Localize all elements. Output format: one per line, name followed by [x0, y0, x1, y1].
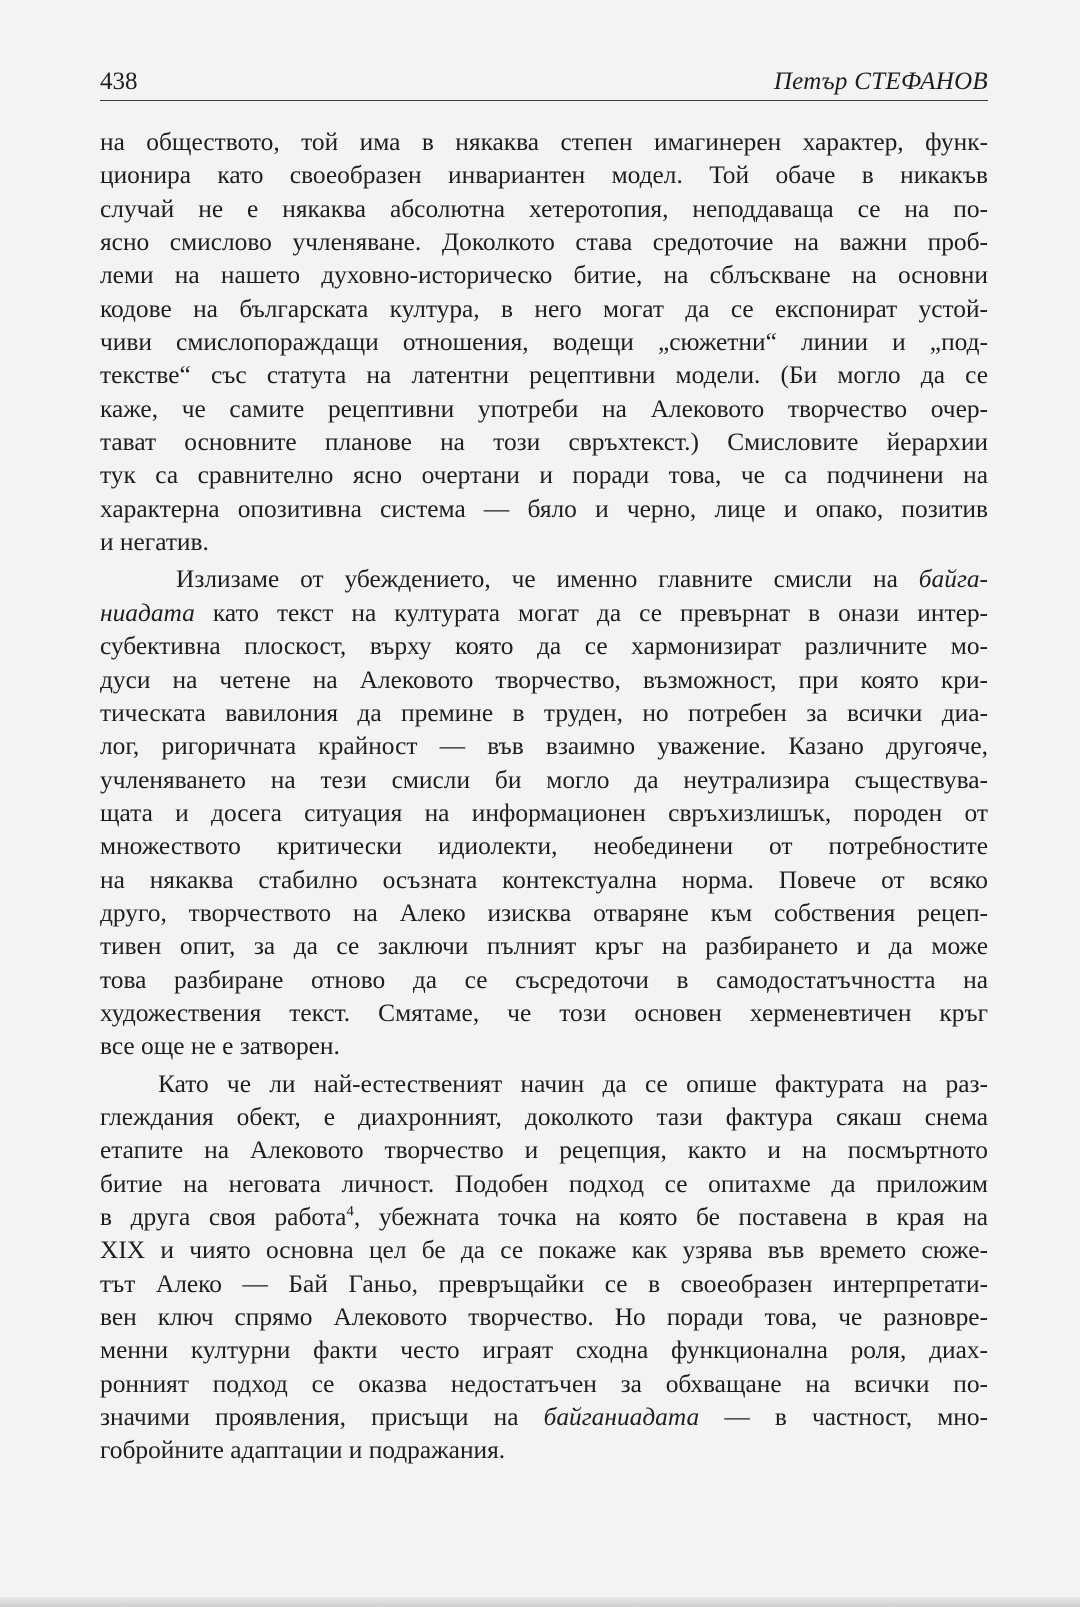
- text-line: множеството критически идиолекти, необединени от потребностите: [100, 832, 988, 861]
- footnote-marker[interactable]: 4: [346, 1203, 354, 1220]
- italic-term: байганиадата: [543, 1403, 700, 1432]
- text-line: тивен опит, за да се заключи пълният кръг на разбирането и да може: [100, 932, 988, 961]
- text-line: учленяването на тези смисли би могло да неутрализира съществува-: [100, 765, 988, 794]
- text-line: етапите на Алековото творчество и рецепция, както и на посмъртното: [100, 1136, 988, 1165]
- text-line: гобройните адаптации и подражания.: [100, 1436, 506, 1465]
- text-line: леми на нашето духовно-историческо битие, на сблъскване на основни: [100, 261, 988, 290]
- text-line: тическата вавилония да премине в труден, но потребен за всички диа-: [100, 698, 988, 727]
- text-line: тът Алеко — Бай Ганьо, превръщайки се в своеобразен интерпретати-: [100, 1269, 988, 1298]
- text-line: художествения текст. Смятаме, че този основен херменевтичен кръг: [100, 998, 988, 1027]
- text-line: ниадата като текст на културата могат да се превърнат в онази интер-: [100, 598, 988, 627]
- text-line: тават основните планове на този свръхтекст.) Смисловите йерархии: [100, 428, 988, 457]
- italic-term: байга-: [918, 565, 988, 594]
- paragraph: [100, 1068, 988, 1468]
- text-line: чиви смислопораждащи отношения, водещи „сюжетни“ линии и „под-: [100, 328, 988, 357]
- text-line: субективна плоскост, върху която да се хармонизират различните мо-: [100, 632, 988, 661]
- text-line: лог, ригоричната крайност — във взаимно уважение. Казано другояче,: [100, 732, 988, 761]
- text-line: менни културни факти често играят сходна функционална роля, диах-: [100, 1336, 988, 1365]
- text-line: тук са сравнително ясно очертани и поради това, че са подчинени на: [100, 461, 988, 490]
- page-number: 438: [100, 68, 138, 95]
- text-line: дуси на четене на Алековото творчество, възможност, при която кри-: [100, 665, 988, 694]
- page-header: [100, 62, 988, 101]
- text-line: значими проявления, присъщи на байганиадата — в частност, мно-: [100, 1403, 989, 1432]
- text-line: кодове на българската култура, в него могат да се експонират устой-: [100, 294, 988, 323]
- text-line: характерна опозитивна система — бяло и черно, лице и опако, позитив: [100, 494, 988, 523]
- text-line: каже, че самите рецептивни употреби на Алековото творчество очер-: [100, 394, 988, 423]
- paragraph: [100, 563, 988, 1063]
- text-line: и негатив.: [100, 528, 209, 557]
- text-line: Като че ли най-естественият начин да се опише фактурата на раз-: [158, 1069, 988, 1098]
- text-line: текстве“ със статута на латентни рецептивни модели. (Би могло да се: [100, 361, 988, 390]
- text-line: това разбиране отново да се съсредоточи в самодостатъчността на: [100, 965, 988, 994]
- text-line: случай не е някаква абсолютна хетеротопия, неподдаваща се на по-: [100, 194, 988, 223]
- body-text: [100, 126, 988, 1468]
- text-line: Излизаме от убеждението, че именно главните смисли на байга-: [176, 565, 988, 594]
- text-line: битие на неговата личност. Подобен подход се опитахме да приложим: [100, 1169, 988, 1198]
- text-line: друго, творчеството на Алеко изисква отваряне към собствения рецеп-: [100, 898, 988, 927]
- paragraph: [100, 126, 988, 559]
- text-line: вен ключ спрямо Алековото творчество. Но поради това, че разновре-: [100, 1303, 988, 1332]
- text-line: XIX и чиято основна цел бе да се покаже как узрява във времето сюже-: [100, 1236, 988, 1265]
- text-line: все още не е затворен.: [100, 1032, 340, 1061]
- text-line: на обществото, той има в някаква степен имагинерен характер, функ-: [100, 128, 988, 156]
- text-line: ционира като своеобразен инвариантен модел. Той обаче в никакъв: [100, 161, 988, 190]
- italic-term: ниадата: [100, 598, 195, 627]
- text-line: щата и досега ситуация на информационен свръхизлишък, породен от: [100, 798, 988, 827]
- text-line: на някаква стабилно осъзната контекстуална норма. Повече от всяко: [100, 865, 988, 894]
- text-line: ясно смислово учленяване. Доколкото става средоточие на важни проб-: [100, 228, 988, 257]
- running-head-author: Петър СТЕФАНОВ: [773, 68, 988, 95]
- text-line: в друга своя работа$^4$, убежната точка на която бе поставена в края на: [100, 1203, 988, 1231]
- page-bottom-edge: [0, 1597, 1080, 1607]
- text-line: глеждания обект, е диахронният, доколкото тази фактура сякаш снема: [100, 1102, 988, 1131]
- text-line: ронният подход се оказва недостатъчен за обхващане на всички по-: [100, 1369, 988, 1398]
